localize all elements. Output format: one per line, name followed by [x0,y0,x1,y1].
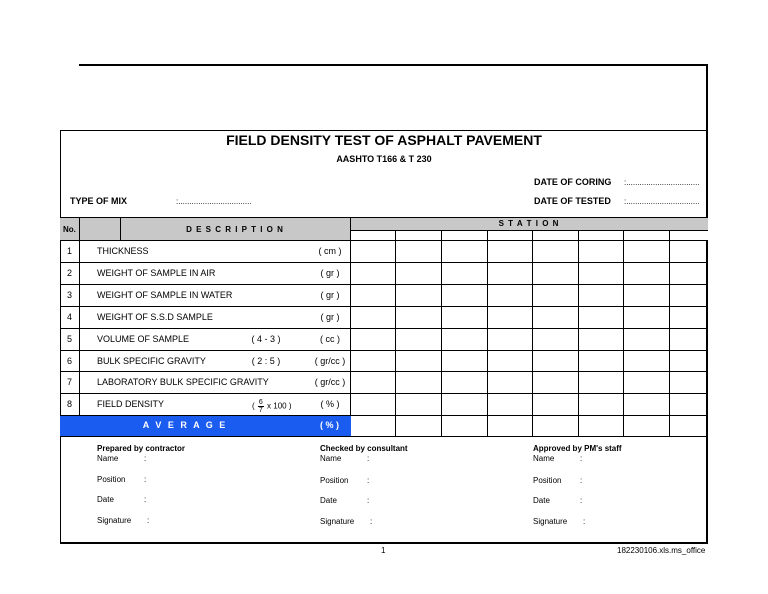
approved-signature-field[interactable]: : [583,517,586,526]
prepared-position-field[interactable]: : [144,475,147,484]
approved-date-field[interactable]: : [580,496,583,505]
row-description: WEIGHT OF SAMPLE IN WATER [97,290,233,300]
approved-position-field[interactable]: : [580,476,583,485]
checked-date-field[interactable]: : [367,496,370,505]
grid-v-station-2 [441,230,442,436]
row-description: FIELD DENSITY [97,399,165,409]
checked-signature-field[interactable]: : [370,517,373,526]
row-description: LABORATORY BULK SPECIFIC GRAVITY [97,377,269,387]
checked-by-title: Checked by consultant [320,444,408,453]
row-number: 3 [66,290,72,300]
checked-position-field[interactable]: : [367,476,370,485]
type-of-mix-field[interactable]: :................................. [176,197,252,206]
grid-h-top [60,217,708,218]
file-name: 182230106.xls.ms_office [617,546,706,555]
row-number: 4 [66,312,72,322]
average-unit: ( % ) [320,420,339,430]
row-unit: ( cm ) [318,246,342,256]
row-unit: ( gr/cc ) [314,356,346,366]
row-formula: ( 4 - 3 ) [251,334,281,344]
prepared-signature-field[interactable]: : [147,516,150,525]
prepared-by-title: Prepared by contractor [97,444,186,453]
grid-v-desc-left [120,217,121,240]
grid-h-average-bottom [60,436,708,437]
checked-signature-label: Signature [320,517,355,526]
row-number: 7 [66,377,72,387]
form-title: FIELD DENSITY TEST OF ASPHALT PAVEMENT [226,132,542,148]
checked-name-label: Name [320,454,342,463]
prepared-date-label: Date [97,495,114,504]
row-number: 2 [66,268,72,278]
row-number: 5 [66,334,72,344]
row-number: 1 [66,246,72,256]
row-unit: ( gr/cc ) [314,377,346,387]
approved-name-label: Name [533,454,555,463]
fd-numerator: 6 [258,399,263,406]
header-station: S T A T I O N [498,219,560,228]
page-number: 1 [381,546,386,555]
fd-denominator: 7 [258,407,263,414]
grid-v-station-3 [487,230,488,436]
approved-signature-label: Signature [533,517,568,526]
fd-open: ( [252,401,255,411]
form-subtitle: AASHTO T166 & T 230 [336,154,432,164]
type-of-mix-label: TYPE OF MIX [70,196,128,206]
approved-by-title: Approved by PM's staff [533,444,622,453]
checked-position-label: Position [320,476,349,485]
row-description: WEIGHT OF SAMPLE IN AIR [97,268,216,278]
row-description: THICKNESS [97,246,149,256]
approved-name-field[interactable]: : [580,454,583,463]
date-of-tested-field[interactable]: :................................. [624,197,700,206]
row-description: WEIGHT OF S.S.D SAMPLE [97,312,213,322]
checked-name-field[interactable]: : [367,454,370,463]
row-unit: ( gr ) [320,290,340,300]
row-unit: ( % ) [320,399,340,409]
row-unit: ( gr ) [320,268,340,278]
grid-v-no [79,217,80,415]
prepared-name-label: Name [97,454,119,463]
date-of-tested-label: DATE OF TESTED [534,196,611,206]
checked-date-label: Date [320,496,337,505]
title-top-border [60,130,708,131]
row-description: VOLUME OF SAMPLE [97,334,190,344]
bottom-border [60,542,708,544]
fd-rest: x 100 ) [267,401,292,411]
row-formula: ( 2 : 5 ) [251,356,281,366]
grid-h-header-bottom [60,240,708,241]
grid-v-station-1 [395,230,396,436]
prepared-date-field[interactable]: : [144,495,147,504]
field-density-formula [252,399,292,414]
grid-v-station-4 [532,230,533,436]
grid-v-station-5 [578,230,579,436]
row-number: 8 [66,399,72,409]
top-border [79,64,708,66]
row-unit: ( cc ) [320,334,340,344]
row-description: BULK SPECIFIC GRAVITY [97,356,206,366]
prepared-position-label: Position [97,475,126,484]
approved-date-label: Date [533,496,550,505]
prepared-name-field[interactable]: : [144,454,147,463]
average-row [60,416,351,436]
date-of-coring-label: DATE OF CORING [534,177,612,187]
average-label: A V E R A G E [142,420,228,430]
prepared-signature-label: Signature [97,516,132,525]
grid-v-station-6 [623,230,624,436]
row-unit: ( gr ) [320,312,340,322]
approved-position-label: Position [533,476,562,485]
grid-v-station-7 [669,230,670,436]
row-number: 6 [66,356,72,366]
grid-h-station-sub [350,230,708,231]
header-description: D E S C R I P T I O N [186,225,284,234]
station-subheader-bg [350,230,708,240]
date-of-coring-field[interactable]: :................................. [624,178,700,187]
header-no: No. [63,225,76,234]
